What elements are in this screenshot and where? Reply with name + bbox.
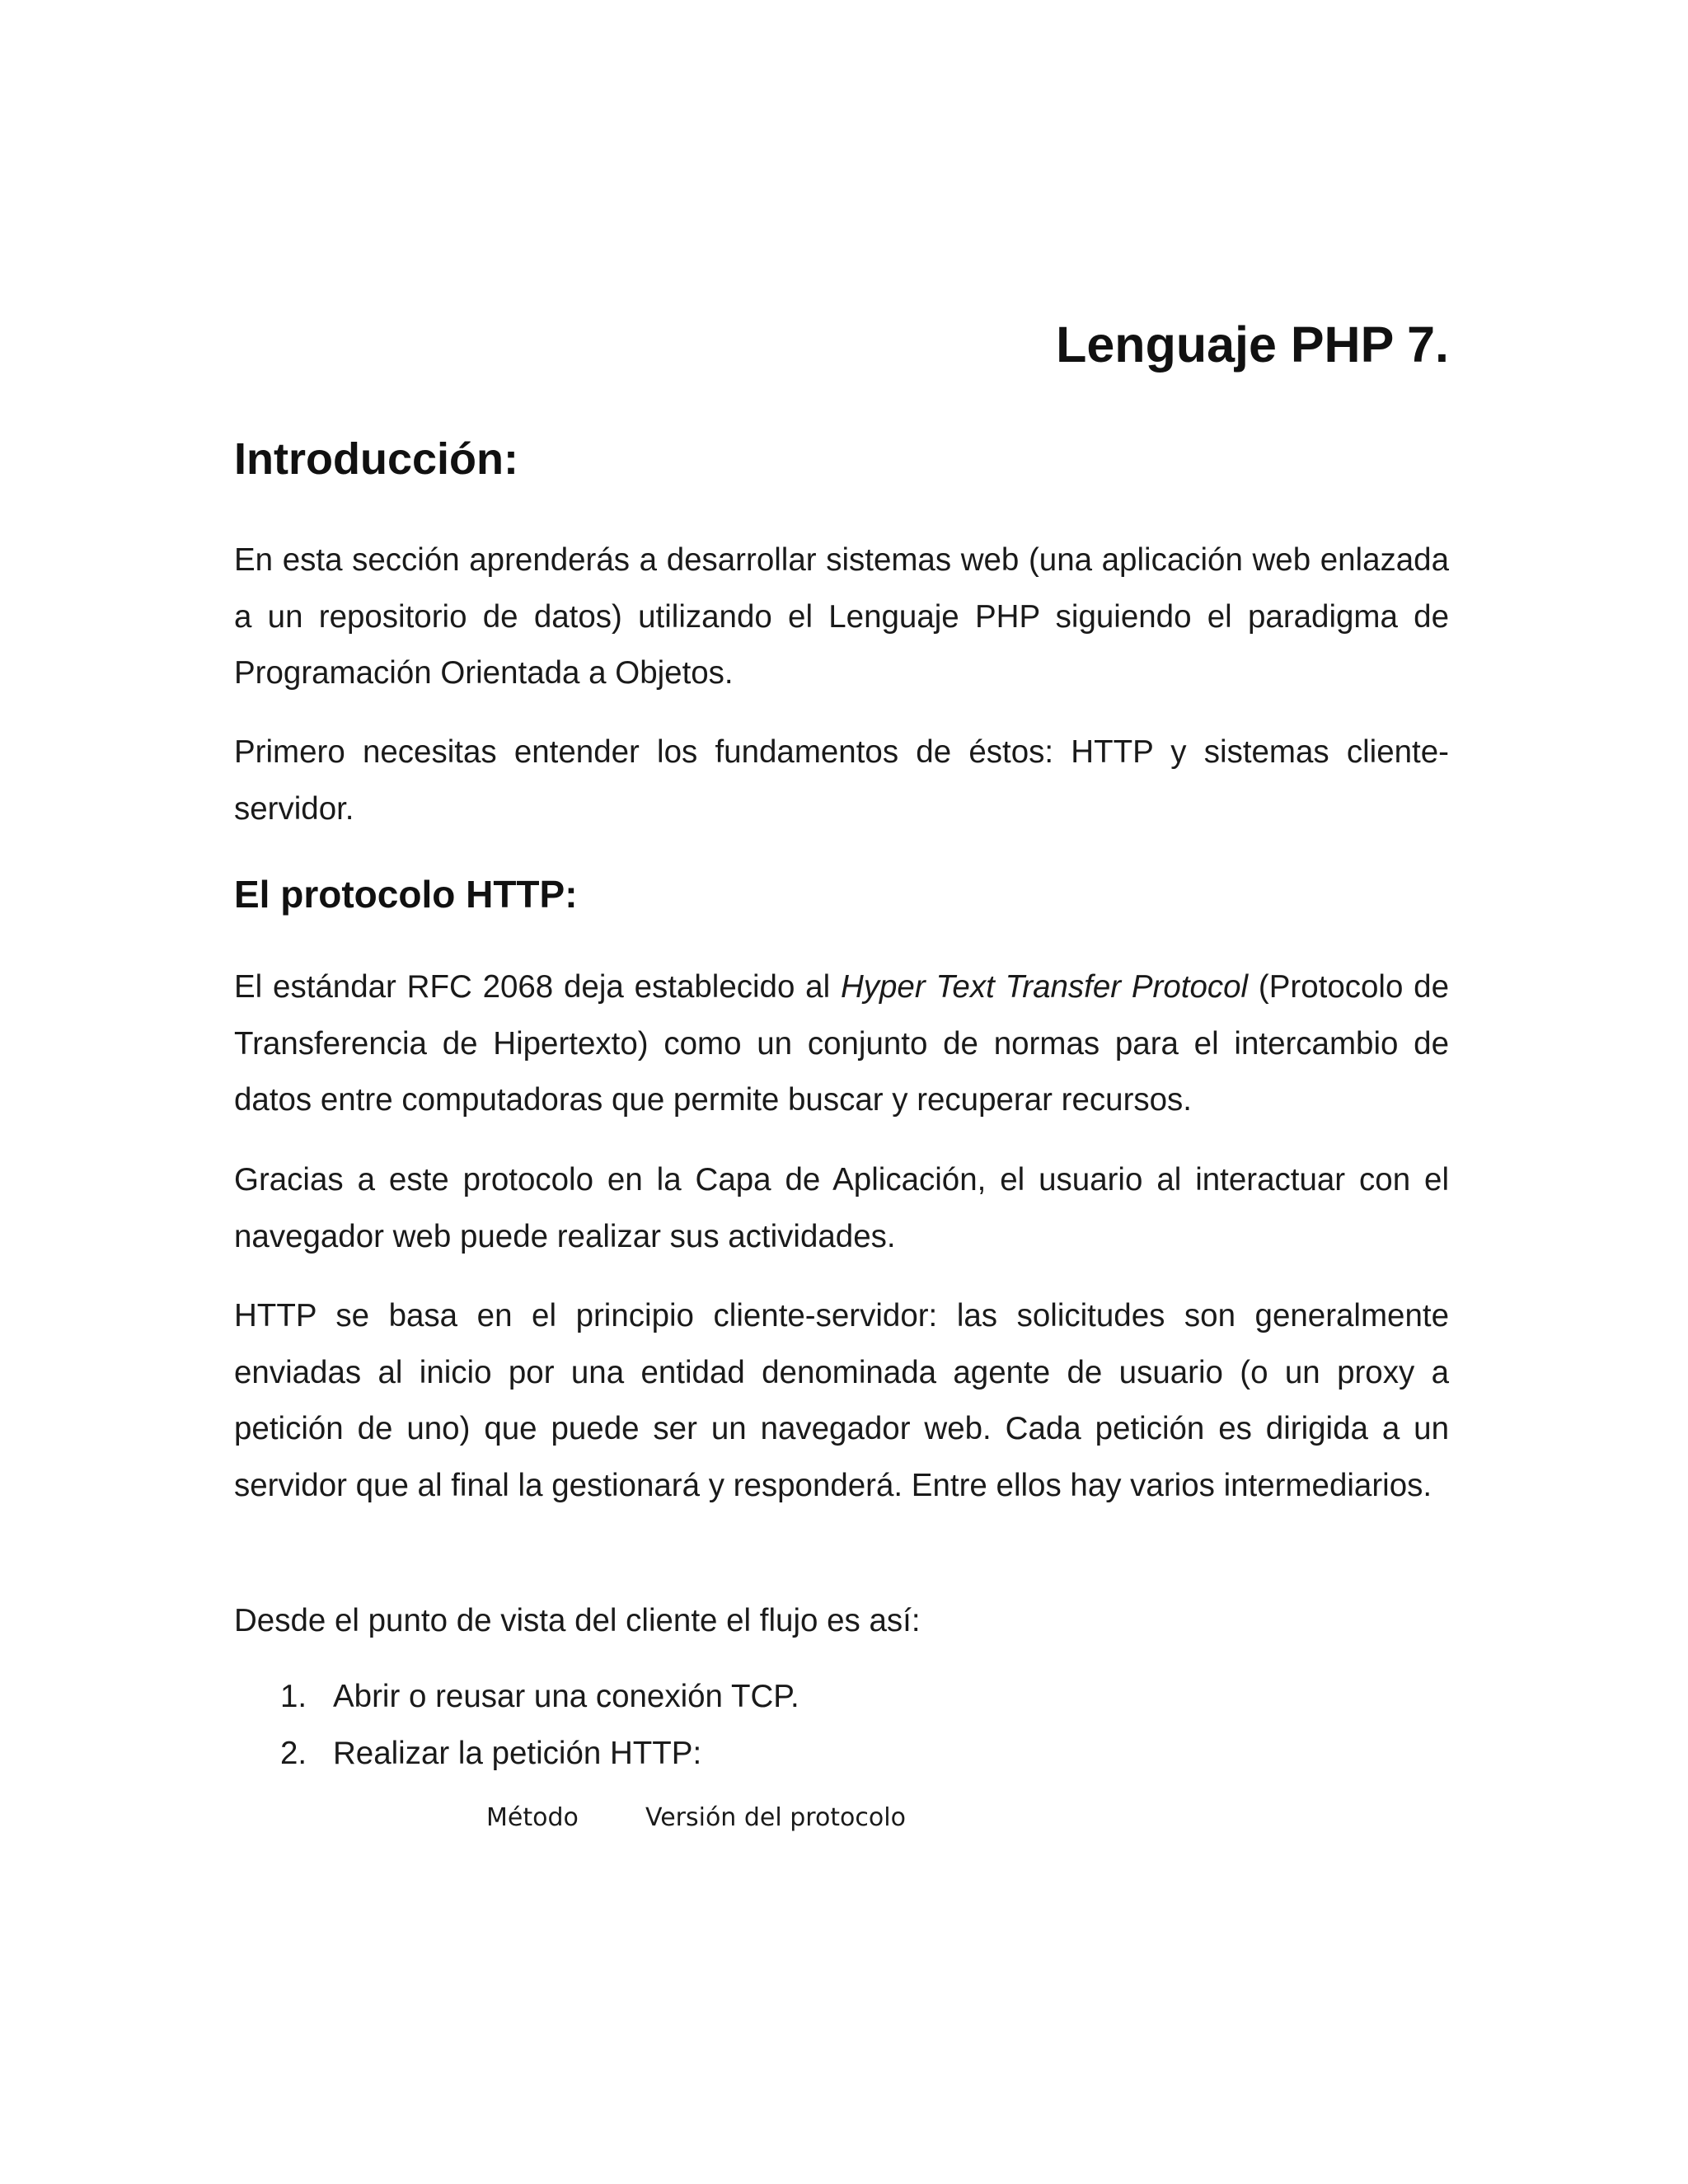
section-heading-introduccion: Introducción: <box>234 434 518 484</box>
diagram-label-version-protocolo: Versión del protocolo <box>645 1803 906 1832</box>
http-paragraph-capa-aplicacion: Gracias a este protocolo en la Capa de Aplicación, el usuario al interactuar con el navegador web puede realizar sus actividades. <box>234 1162 1449 1254</box>
diagram-label-metodo: Método <box>486 1803 579 1832</box>
list-item <box>234 1726 799 1783</box>
http-paragraph-flujo: Desde el punto de vista del cliente el flujo es así: <box>234 1603 921 1638</box>
section-heading-protocolo-http: El protocolo HTTP: <box>234 873 578 916</box>
list-item <box>234 1669 799 1726</box>
intro-paragraph-2: Primero necesitas entender los fundamentos de éstos: HTTP y sistemas cliente-servidor. <box>234 734 1449 827</box>
list-item-text: Abrir o reusar una conexión TCP. <box>333 1679 799 1714</box>
list-item-number: 2. <box>280 1735 307 1771</box>
list-item-text: Realizar la petición HTTP: <box>333 1735 702 1771</box>
http-paragraph-cliente-servidor: HTTP se basa en el principio cliente-servidor: las solicitudes son generalmente enviadas al inicio por una entidad denominada agente de usuario (o un proxy a petición de uno) que puede ser un navegador web. Cada petición es dirigida a un servidor que al final la gestionará y responderá. Entre ellos hay varios intermediarios. <box>234 1298 1449 1503</box>
http-paragraph-rfc-end: (Protocolo de Transferencia de Hipertexto) como un conjunto de normas para el intercambio de datos entre computadoras que permite buscar y recuperar recursos. <box>234 969 1449 1118</box>
flow-steps-list <box>234 1669 799 1782</box>
intro-paragraph-1: En esta sección aprenderás a desarrollar sistemas web (una aplicación web enlazada a un repositorio de datos) utilizando el Lenguaje PHP siguiendo el paradigma de Programación Orientada a Objetos. <box>234 542 1449 691</box>
http-paragraph-rfc-italic: Hyper Text Transfer Protocol <box>840 969 1249 1005</box>
list-item-number: 1. <box>280 1679 307 1714</box>
http-paragraph-rfc-start: El estándar RFC 2068 deja establecido al <box>234 969 841 1005</box>
http-paragraph-rfc <box>234 959 1449 1129</box>
document-title: Lenguaje PHP 7. <box>1056 316 1449 373</box>
